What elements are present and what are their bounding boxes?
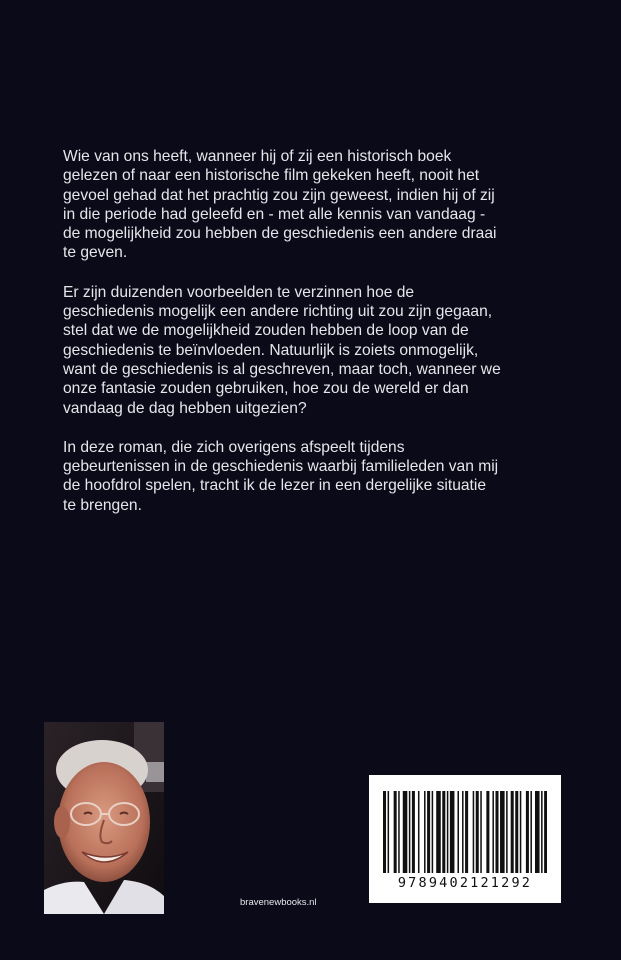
barcode-bar [500,791,505,873]
barcode-bar [398,791,400,873]
barcode-bar [427,791,430,873]
isbn-barcode [369,775,561,903]
barcode-bar [442,791,445,873]
barcode-bar [511,791,514,873]
barcode-bar [418,791,420,873]
barcode-bar [476,791,479,873]
barcode-bar [486,791,489,873]
barcode-bar [480,791,482,873]
barcode-bar [447,791,449,873]
blurb-paragraph-3: In deze roman, die zich overigens afspeelt tijdens gebeurtenissen in de geschiedenis waarbij familieleden van mij de hoofdrol spelen, tracht ik de lezer in een dergelijke situatie te brengen. [63,438,499,514]
isbn-number: 9789402121292 [397,875,533,891]
blurb-text [63,147,573,535]
barcode-bar [409,791,411,873]
barcode-bar [457,791,459,873]
barcode-bar [515,791,518,873]
barcode-bars [383,791,547,873]
barcode-bar [388,791,390,873]
barcode-bar [541,791,543,873]
barcode-bar [492,791,494,873]
author-photo [44,722,164,914]
barcode-bar [535,791,540,873]
barcode-bar [412,791,415,873]
barcode-bar [526,791,529,873]
barcode-bar [432,791,434,873]
blurb-paragraph-1: Wie van ons heeft, wanneer hij of zij een historisch boek gelezen of naar een historische film gekeken heeft, nooit het gevoel gehad dat het prachtig zou zijn geweest, indien hij of zij in die periode had geleefd en - met alle kennis van vandaag - de mogelijkheid zou hebben de geschiedenis een andere draai te geven. [63,148,497,262]
barcode-bar [450,791,455,873]
barcode-bar [436,791,441,873]
barcode-bar [394,791,397,873]
barcode-bar [506,791,508,873]
barcode-bar [495,791,498,873]
barcode-bar [462,791,464,873]
publisher-url: bravenewbooks.nl [240,897,317,908]
barcode-bar [424,791,426,873]
barcode-bar [544,791,547,873]
barcode-bar [383,791,386,873]
barcode-bar [465,791,468,873]
barcode-bar [473,791,475,873]
barcode-bar [530,791,532,873]
barcode-bar [403,791,408,873]
barcode-bar [520,791,522,873]
blurb-paragraph-2: Er zijn duizenden voorbeelden te verzinnen hoe de geschiedenis mogelijk een andere richting uit zou zijn gegaan, stel dat we de mogelijkheid zouden hebben de loop van de geschiedenis te beïnvloeden. Natuurlijk is zoiets onmogelijk, want de geschiedenis is al geschreven, maar toch, wanneer we onze fantasie zouden gebruiken, hoe zou de wereld er dan vandaag de dag hebben uitgezien? [63,283,501,417]
